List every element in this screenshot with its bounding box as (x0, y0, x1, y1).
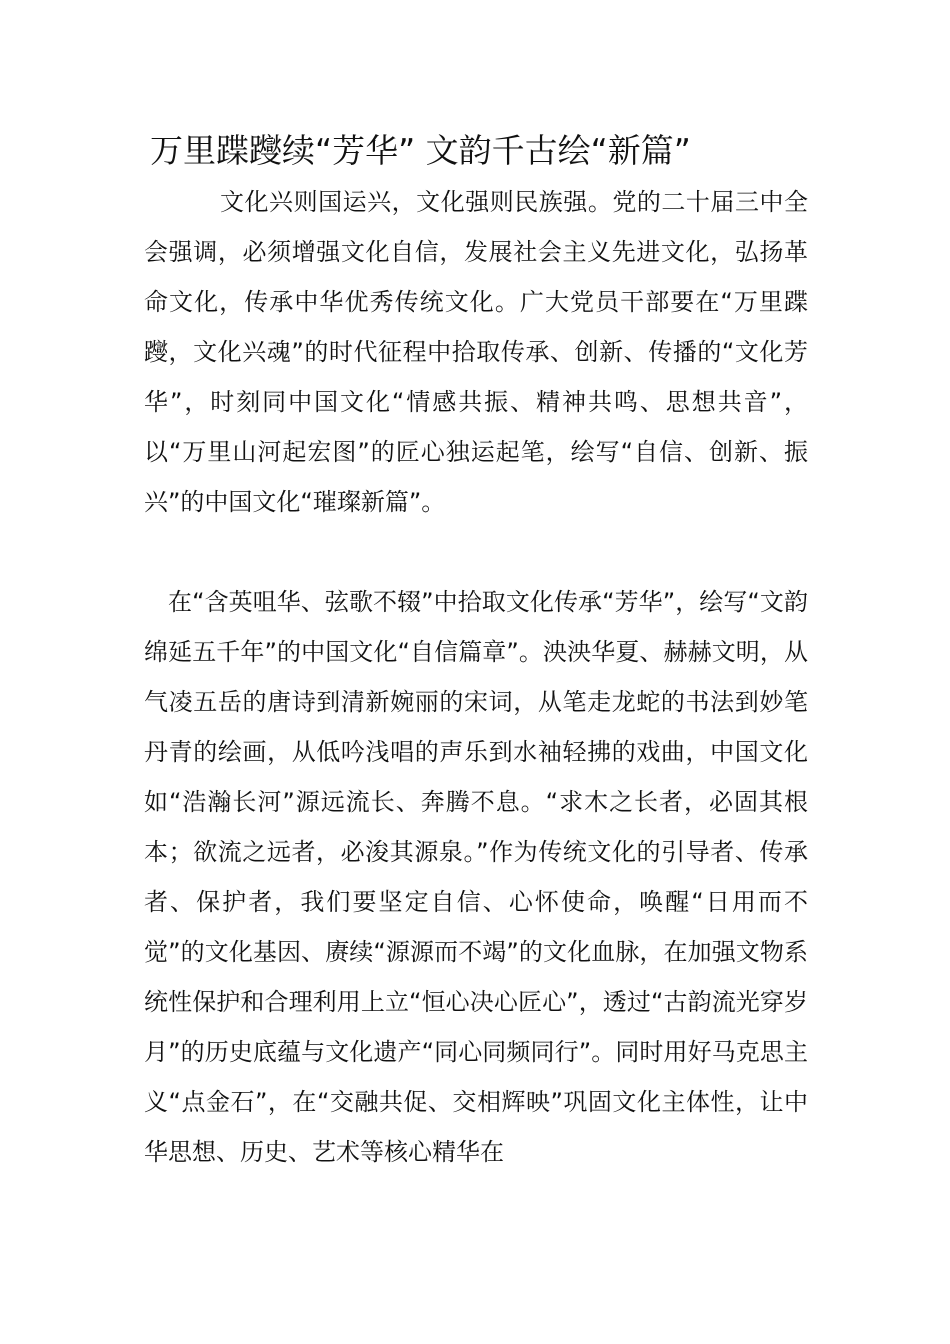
paragraph-2: 在“含英咀华、弦歌不辍”中拾取文化传承“芳华”，绘写“文韵绵延五千年”的中国文化“自信篇章”。泱泱华夏、赫赫文明，从气凌五岳的唐诗到清新婉丽的宋词，从笔走龙蛇的书法到妙笔丹青的绘画，从低吟浅唱的声乐到水袖轻拂的戏曲，中国文化如“浩瀚长河”源远流长、奔腾不息。“求木之长者，必固其根本；欲流之远者，必浚其源泉。”作为传统文化的引导者、传承者、保护者，我们要坚定自信、心怀使命，唤醒“日用而不觉”的文化基因、赓续“源源而不竭”的文化血脉，在加强文物系统性保护和合理利用上立“恒心决心匠心”，透过“古韵流光穿岁月”的历史底蕴与文化遗产“同心同频同行”。同时用好马克思主义“点金石”，在“交融共促、交相辉映”巩固文化主体性，让中华思想、历史、艺术等核心精华在 (144, 588, 808, 1166)
paragraph-1: 文化兴则国运兴，文化强则民族强。党的二十届三中全会强调，必须增强文化自信，发展社会主义先进文化，弘扬革命文化，传承中华优秀传统文化。广大党员干部要在“万里蹀躞，文化兴魂”的时代征程中拾取传承、创新、传播的“文化芳华”，时刻同中国文化“情感共振、精神共鸣、思想共音”，以“万里山河起宏图”的匠心独运起笔，绘写“自信、创新、振兴”的中国文化“璀璨新篇”。 (144, 188, 808, 516)
document-title: 万里蹀躞续“芳华” 文韵千古绘“新篇” (150, 131, 691, 170)
